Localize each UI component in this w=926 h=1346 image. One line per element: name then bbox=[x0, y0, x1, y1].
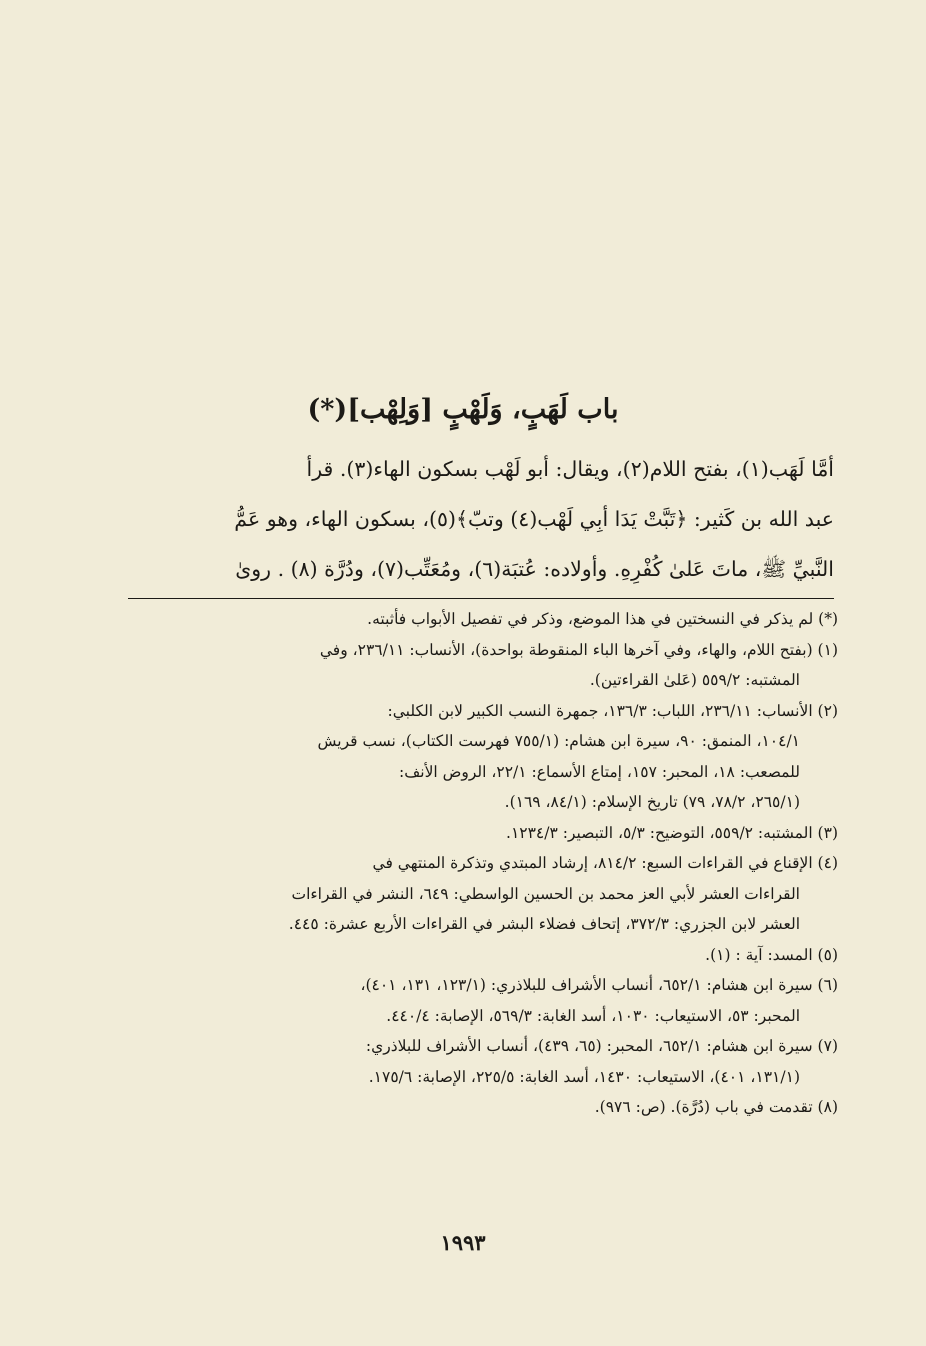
footnote-4 bbox=[128, 848, 838, 940]
footnote-line: المحبر: ٥٣، الاستيعاب: ١٠٣٠، أسد الغابة: ٥٦٩/٣، الإصابة: ٤٤٠/٤. bbox=[386, 1006, 800, 1025]
footnote-2 bbox=[128, 696, 838, 818]
footnotes bbox=[128, 604, 838, 1123]
chapter-title: باب لَهَبٍ، وَلَهْبٍ [وَلِهْب](*) bbox=[307, 394, 619, 425]
page-number: ١٩٩٣ bbox=[440, 1230, 486, 1255]
footnote-line: (٧) سيرة ابن هشام: ٦٥٢/١، المحبر: (٦٥، ٤٣٩)، أنساب الأشراف للبلاذري: bbox=[365, 1037, 838, 1055]
footnote-separator bbox=[128, 598, 834, 599]
footnote-star bbox=[128, 604, 838, 635]
footnote-line: (٨) تقدمت في باب (دُرَّة). (ص: ٩٧٦). bbox=[594, 1098, 838, 1116]
footnote-line: ١٠٤/١، المنمق: ٩٠، سيرة ابن هشام: (٧٥٥/١ فهرست الكتاب)، نسب قريش bbox=[317, 732, 800, 750]
footnote-line: (١) (بفتح اللام، والهاء، وفي آخرها الباء المنقوطة بواحدة)، الأنساب: ٢٣٦/١١، وفي bbox=[319, 640, 838, 659]
footnote-line: (٦) سيرة ابن هشام: ٦٥٢/١، أنساب الأشراف للبلاذري: (١٢٣/١، ١٣١، ٤٠١)، bbox=[360, 976, 838, 994]
main-text-line: النَّبيِّ ﷺ، ماتَ عَلىٰ كُفْرِهِ. وأولاده: عُتبَة(٦)، ومُعَتِّب(٧)، ودُرَّة (٨) . روىٰ bbox=[235, 557, 834, 581]
main-text bbox=[128, 444, 834, 594]
footnote-line: (١٣١/١، ٤٠١)، الاستيعاب: ١٤٣٠، أسد الغابة: ٢٢٥/٥، الإصابة: ١٧٥/٦. bbox=[368, 1067, 800, 1086]
footnote-1 bbox=[128, 635, 838, 696]
footnote-line: المشتبه: ٥٥٩/٢ (عَلىٰ القراءتين). bbox=[589, 671, 800, 689]
main-text-line: أمَّا لَهَب(١)، بفتح اللام(٢)، ويقال: أبو لَهْب بسكون الهاء(٣). قرأ bbox=[306, 457, 834, 481]
footnote-line: العشر لابن الجزري: ٣٧٢/٣، إتحاف فضلاء البشر في القراءات الأربع عشرة: ٤٤٥. bbox=[288, 915, 800, 933]
main-text-line: عبد الله بن كَثير: ﴿تَبَّتْ يَدَا أبِي لَهْب(٤) وتبّ﴾(٥)، بسكون الهاء، وهو عَمُّ bbox=[234, 507, 834, 531]
footnote-line: القراءات العشر لأبي العز محمد بن الحسين الواسطي: ٦٤٩، النشر في القراءات bbox=[291, 884, 800, 903]
footnote-line: (*) لم يذكر في النسختين في هذا الموضع، وذكر في تفصيل الأبواب فأثبته. bbox=[367, 610, 838, 628]
footnote-line: (٢) الأنساب: ٢٣٦/١١، اللباب: ١٣٦/٣، جمهرة النسب الكبير لابن الكلبي: bbox=[387, 701, 838, 720]
footnote-line: للمصعب: ١٨، المحبر: ١٥٧، إمتاع الأسماع: ٢٢/١، الروض الأنف: bbox=[399, 762, 800, 781]
footnote-5 bbox=[128, 940, 838, 971]
footnote-line: (٤) الإقناع في القراءات السبع: ٨١٤/٢، إرشاد المبتدي وتذكرة المنتهي في bbox=[372, 854, 838, 872]
footnote-line: (٢٦٥/١، ٧٨/٢، ٧٩) تاريخ الإسلام: (٨٤/١، ١٦٩). bbox=[504, 793, 800, 811]
footnote-6 bbox=[128, 970, 838, 1031]
footnote-3 bbox=[128, 818, 838, 849]
footnote-8 bbox=[128, 1092, 838, 1123]
footnote-7 bbox=[128, 1031, 838, 1092]
footnote-line: (٣) المشتبه: ٥٥٩/٢، التوضيح: ٥/٣، التبصير: ١٢٣٤/٣. bbox=[506, 823, 838, 842]
footnote-line: (٥) المسد: آية : (١). bbox=[705, 945, 838, 964]
